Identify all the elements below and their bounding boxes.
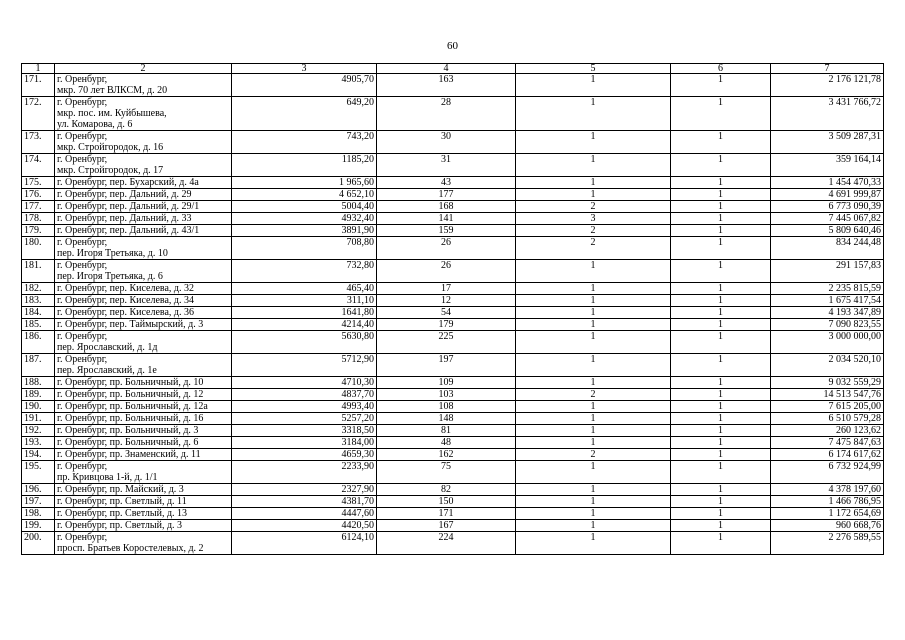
col6-cell: 1 xyxy=(671,508,771,520)
col6-cell: 1 xyxy=(671,520,771,532)
address-cell xyxy=(55,354,232,377)
table-row xyxy=(22,496,884,508)
cost-cell: 2 034 520,10 xyxy=(771,354,884,377)
table-row xyxy=(22,401,884,413)
residents-cell: 163 xyxy=(377,74,516,97)
address-line: г. Оренбург, xyxy=(57,237,108,248)
cost-cell: 359 164,14 xyxy=(771,154,884,177)
cost-cell: 3 000 000,00 xyxy=(771,331,884,354)
column-header: 4 xyxy=(377,64,516,74)
cost-cell: 1 466 786,95 xyxy=(771,496,884,508)
address-cell xyxy=(55,177,232,189)
area-cell: 4420,50 xyxy=(232,520,377,532)
address-line: г. Оренбург, пр. Больничный, д. 16 xyxy=(57,413,204,424)
cost-cell: 9 032 559,29 xyxy=(771,377,884,389)
col5-cell: 2 xyxy=(516,449,671,461)
table-row xyxy=(22,189,884,201)
cost-cell: 834 244,48 xyxy=(771,237,884,260)
col6-cell: 1 xyxy=(671,461,771,484)
row-number-cell: 194. xyxy=(22,449,55,461)
table-row xyxy=(22,154,884,177)
address-cell xyxy=(55,260,232,283)
col6-cell: 1 xyxy=(671,295,771,307)
col5-cell: 1 xyxy=(516,401,671,413)
cost-cell: 7 615 205,00 xyxy=(771,401,884,413)
row-number-cell: 172. xyxy=(22,97,55,131)
address-line: г. Оренбург, xyxy=(57,331,108,342)
residents-cell: 30 xyxy=(377,131,516,154)
col5-cell: 1 xyxy=(516,520,671,532)
residents-cell: 167 xyxy=(377,520,516,532)
column-header: 6 xyxy=(671,64,771,74)
address-cell xyxy=(55,307,232,319)
address-line: г. Оренбург, пер. Дальний, д. 43/1 xyxy=(57,225,200,236)
table-row xyxy=(22,225,884,237)
col6-cell: 1 xyxy=(671,213,771,225)
table-row xyxy=(22,131,884,154)
cost-cell: 5 809 640,46 xyxy=(771,225,884,237)
address-line: мкр. Стройгородок, д. 17 xyxy=(57,165,164,176)
address-line: г. Оренбург, пр. Больничный, д. 6 xyxy=(57,437,199,448)
row-number-cell: 187. xyxy=(22,354,55,377)
address-line: г. Оренбург, xyxy=(57,74,108,85)
column-number-row xyxy=(22,64,884,74)
col6-cell: 1 xyxy=(671,307,771,319)
table-row xyxy=(22,532,884,555)
column-header: 1 xyxy=(22,64,55,74)
address-line: г. Оренбург, пр. Больничный, д. 10 xyxy=(57,377,204,388)
table-row xyxy=(22,237,884,260)
address-line: г. Оренбург, пер. Дальний, д. 29 xyxy=(57,189,192,200)
col5-cell: 3 xyxy=(516,213,671,225)
residents-cell: 162 xyxy=(377,449,516,461)
cost-cell: 1 172 654,69 xyxy=(771,508,884,520)
residents-cell: 103 xyxy=(377,389,516,401)
address-line: г. Оренбург, пр. Больничный, д. 12а xyxy=(57,401,208,412)
col6-cell: 1 xyxy=(671,74,771,97)
col5-cell: 2 xyxy=(516,389,671,401)
page-number: 60 xyxy=(447,40,458,52)
row-number-cell: 180. xyxy=(22,237,55,260)
col5-cell: 1 xyxy=(516,484,671,496)
col5-cell: 1 xyxy=(516,154,671,177)
col5-cell: 1 xyxy=(516,413,671,425)
area-cell: 5712,90 xyxy=(232,354,377,377)
col5-cell: 1 xyxy=(516,461,671,484)
address-cell xyxy=(55,225,232,237)
area-cell: 4932,40 xyxy=(232,213,377,225)
col6-cell: 1 xyxy=(671,319,771,331)
address-cell xyxy=(55,377,232,389)
address-line: г. Оренбург, xyxy=(57,532,108,543)
address-cell xyxy=(55,484,232,496)
address-line: г. Оренбург, пр. Больничный, д. 12 xyxy=(57,389,204,400)
table-row xyxy=(22,437,884,449)
area-cell: 5004,40 xyxy=(232,201,377,213)
area-cell: 4710,30 xyxy=(232,377,377,389)
area-cell: 1641,80 xyxy=(232,307,377,319)
address-cell xyxy=(55,437,232,449)
area-cell: 1185,20 xyxy=(232,154,377,177)
residents-cell: 159 xyxy=(377,225,516,237)
column-header: 5 xyxy=(516,64,671,74)
area-cell: 4381,70 xyxy=(232,496,377,508)
column-header: 7 xyxy=(771,64,884,74)
col5-cell: 1 xyxy=(516,307,671,319)
cost-cell: 3 431 766,72 xyxy=(771,97,884,131)
col5-cell: 1 xyxy=(516,331,671,354)
cost-cell: 2 176 121,78 xyxy=(771,74,884,97)
address-cell xyxy=(55,389,232,401)
address-cell xyxy=(55,213,232,225)
residents-cell: 109 xyxy=(377,377,516,389)
col5-cell: 1 xyxy=(516,319,671,331)
residents-cell: 17 xyxy=(377,283,516,295)
cost-cell: 1 675 417,54 xyxy=(771,295,884,307)
col6-cell: 1 xyxy=(671,354,771,377)
address-cell xyxy=(55,413,232,425)
address-line: г. Оренбург, пр. Светлый, д. 3 xyxy=(57,520,183,531)
table-row xyxy=(22,97,884,131)
col5-cell: 1 xyxy=(516,425,671,437)
address-line: г. Оренбург, xyxy=(57,260,108,271)
residents-cell: 26 xyxy=(377,260,516,283)
table-row xyxy=(22,425,884,437)
residents-cell: 12 xyxy=(377,295,516,307)
row-number-cell: 188. xyxy=(22,377,55,389)
cost-cell: 7 090 823,55 xyxy=(771,319,884,331)
address-line: пер. Ярославский, д. 1д xyxy=(57,342,158,353)
table-row xyxy=(22,354,884,377)
address-line: г. Оренбург, пр. Светлый, д. 11 xyxy=(57,496,187,507)
address-cell xyxy=(55,425,232,437)
col6-cell: 1 xyxy=(671,225,771,237)
row-number-cell: 197. xyxy=(22,496,55,508)
address-cell xyxy=(55,319,232,331)
address-line: г. Оренбург, xyxy=(57,354,108,365)
col5-cell: 1 xyxy=(516,97,671,131)
cost-cell: 6 174 617,62 xyxy=(771,449,884,461)
row-number-cell: 177. xyxy=(22,201,55,213)
address-line: г. Оренбург, пр. Майский, д. 3 xyxy=(57,484,184,495)
col6-cell: 1 xyxy=(671,496,771,508)
cost-cell: 2 235 815,59 xyxy=(771,283,884,295)
table-row xyxy=(22,331,884,354)
col6-cell: 1 xyxy=(671,201,771,213)
residents-cell: 26 xyxy=(377,237,516,260)
address-cell xyxy=(55,131,232,154)
col5-cell: 2 xyxy=(516,237,671,260)
row-number-cell: 198. xyxy=(22,508,55,520)
area-cell: 3891,90 xyxy=(232,225,377,237)
table-row xyxy=(22,307,884,319)
row-number-cell: 190. xyxy=(22,401,55,413)
cost-cell: 6 732 924,99 xyxy=(771,461,884,484)
cost-cell: 3 509 287,31 xyxy=(771,131,884,154)
address-cell xyxy=(55,496,232,508)
residents-cell: 197 xyxy=(377,354,516,377)
area-cell: 3318,50 xyxy=(232,425,377,437)
residents-cell: 31 xyxy=(377,154,516,177)
residents-cell: 82 xyxy=(377,484,516,496)
area-cell: 2327,90 xyxy=(232,484,377,496)
col6-cell: 1 xyxy=(671,413,771,425)
col6-cell: 1 xyxy=(671,189,771,201)
col6-cell: 1 xyxy=(671,154,771,177)
table-row xyxy=(22,74,884,97)
table-row xyxy=(22,319,884,331)
cost-cell: 260 123,62 xyxy=(771,425,884,437)
residents-cell: 177 xyxy=(377,189,516,201)
table-row xyxy=(22,508,884,520)
col6-cell: 1 xyxy=(671,425,771,437)
address-line: пр. Кривцова 1-й, д. 1/1 xyxy=(57,472,158,483)
table-row xyxy=(22,283,884,295)
residents-cell: 75 xyxy=(377,461,516,484)
column-header: 2 xyxy=(55,64,232,74)
cost-cell: 14 513 547,76 xyxy=(771,389,884,401)
area-cell: 3184,00 xyxy=(232,437,377,449)
col6-cell: 1 xyxy=(671,437,771,449)
address-line: пер. Ярославский, д. 1е xyxy=(57,365,157,376)
row-number-cell: 191. xyxy=(22,413,55,425)
col6-cell: 1 xyxy=(671,177,771,189)
address-cell xyxy=(55,295,232,307)
cost-cell: 4 378 197,60 xyxy=(771,484,884,496)
address-cell xyxy=(55,520,232,532)
address-line: г. Оренбург, пр. Знаменский, д. 11 xyxy=(57,449,201,460)
table-row xyxy=(22,260,884,283)
row-number-cell: 193. xyxy=(22,437,55,449)
address-line: ул. Комарова, д. 6 xyxy=(57,119,133,130)
cost-cell: 7 475 847,63 xyxy=(771,437,884,449)
address-line: г. Оренбург, пер. Таймырский, д. 3 xyxy=(57,319,204,330)
row-number-cell: 178. xyxy=(22,213,55,225)
col6-cell: 1 xyxy=(671,260,771,283)
address-cell xyxy=(55,401,232,413)
address-cell xyxy=(55,331,232,354)
row-number-cell: 184. xyxy=(22,307,55,319)
residents-cell: 141 xyxy=(377,213,516,225)
col5-cell: 1 xyxy=(516,283,671,295)
col6-cell: 1 xyxy=(671,449,771,461)
cost-cell: 960 668,76 xyxy=(771,520,884,532)
row-number-cell: 171. xyxy=(22,74,55,97)
address-line: г. Оренбург, xyxy=(57,461,108,472)
table-row xyxy=(22,389,884,401)
area-cell: 311,10 xyxy=(232,295,377,307)
cost-cell: 2 276 589,55 xyxy=(771,532,884,555)
col5-cell: 1 xyxy=(516,437,671,449)
area-cell: 4905,70 xyxy=(232,74,377,97)
address-cell xyxy=(55,461,232,484)
address-cell xyxy=(55,532,232,555)
area-cell: 5257,20 xyxy=(232,413,377,425)
cost-cell: 7 445 067,82 xyxy=(771,213,884,225)
residents-cell: 171 xyxy=(377,508,516,520)
address-cell xyxy=(55,154,232,177)
table-row xyxy=(22,461,884,484)
col5-cell: 1 xyxy=(516,377,671,389)
residents-cell: 150 xyxy=(377,496,516,508)
table-body xyxy=(22,74,884,555)
table-row xyxy=(22,484,884,496)
address-line: г. Оренбург, пер. Киселева, д. 32 xyxy=(57,283,195,294)
cost-cell: 4 193 347,89 xyxy=(771,307,884,319)
residents-cell: 179 xyxy=(377,319,516,331)
col5-cell: 1 xyxy=(516,131,671,154)
cost-cell: 4 691 999,87 xyxy=(771,189,884,201)
col5-cell: 2 xyxy=(516,201,671,213)
area-cell: 4447,60 xyxy=(232,508,377,520)
row-number-cell: 174. xyxy=(22,154,55,177)
area-cell: 4659,30 xyxy=(232,449,377,461)
address-cell xyxy=(55,283,232,295)
row-number-cell: 173. xyxy=(22,131,55,154)
area-cell: 649,20 xyxy=(232,97,377,131)
address-cell xyxy=(55,237,232,260)
row-number-cell: 181. xyxy=(22,260,55,283)
address-line: г. Оренбург, пр. Больничный, д. 3 xyxy=(57,425,199,436)
address-line: г. Оренбург, xyxy=(57,97,108,108)
residents-cell: 168 xyxy=(377,201,516,213)
residents-cell: 148 xyxy=(377,413,516,425)
col5-cell: 1 xyxy=(516,295,671,307)
col5-cell: 1 xyxy=(516,260,671,283)
col6-cell: 1 xyxy=(671,331,771,354)
address-cell xyxy=(55,74,232,97)
table-row xyxy=(22,520,884,532)
address-cell xyxy=(55,201,232,213)
row-number-cell: 176. xyxy=(22,189,55,201)
area-cell: 743,20 xyxy=(232,131,377,154)
address-cell xyxy=(55,97,232,131)
col6-cell: 1 xyxy=(671,283,771,295)
row-number-cell: 186. xyxy=(22,331,55,354)
residents-cell: 224 xyxy=(377,532,516,555)
row-number-cell: 175. xyxy=(22,177,55,189)
address-line: г. Оренбург, пер. Бухарский, д. 4а xyxy=(57,177,199,188)
address-line: мкр. 70 лет ВЛКСМ, д. 20 xyxy=(57,85,168,96)
col6-cell: 1 xyxy=(671,377,771,389)
residents-cell: 28 xyxy=(377,97,516,131)
row-number-cell: 192. xyxy=(22,425,55,437)
row-number-cell: 183. xyxy=(22,295,55,307)
area-cell: 465,40 xyxy=(232,283,377,295)
col6-cell: 1 xyxy=(671,401,771,413)
col5-cell: 1 xyxy=(516,496,671,508)
area-cell: 4 652,10 xyxy=(232,189,377,201)
address-line: мкр. Стройгородок, д. 16 xyxy=(57,142,164,153)
cost-cell: 1 454 470,33 xyxy=(771,177,884,189)
col6-cell: 1 xyxy=(671,389,771,401)
col6-cell: 1 xyxy=(671,484,771,496)
cost-cell: 6 510 579,28 xyxy=(771,413,884,425)
row-number-cell: 179. xyxy=(22,225,55,237)
residents-cell: 225 xyxy=(377,331,516,354)
table-row xyxy=(22,213,884,225)
col6-cell: 1 xyxy=(671,97,771,131)
address-line: пер. Игоря Третьяка, д. 10 xyxy=(57,248,168,259)
column-header: 3 xyxy=(232,64,377,74)
row-number-cell: 185. xyxy=(22,319,55,331)
residents-cell: 81 xyxy=(377,425,516,437)
address-line: г. Оренбург, пер. Киселева, д. 34 xyxy=(57,295,195,306)
address-line: г. Оренбург, пер. Дальний, д. 29/1 xyxy=(57,201,200,212)
col5-cell: 1 xyxy=(516,177,671,189)
address-line: г. Оренбург, пр. Светлый, д. 13 xyxy=(57,508,188,519)
address-line: г. Оренбург, пер. Дальний, д. 33 xyxy=(57,213,192,224)
address-line: г. Оренбург, пер. Киселева, д. 36 xyxy=(57,307,195,318)
row-number-cell: 196. xyxy=(22,484,55,496)
col6-cell: 1 xyxy=(671,237,771,260)
address-line: г. Оренбург, xyxy=(57,154,108,165)
address-line: мкр. пос. им. Куйбышева, xyxy=(57,108,167,119)
address-cell xyxy=(55,508,232,520)
col6-cell: 1 xyxy=(671,532,771,555)
col5-cell: 1 xyxy=(516,74,671,97)
area-cell: 1 965,60 xyxy=(232,177,377,189)
area-cell: 732,80 xyxy=(232,260,377,283)
row-number-cell: 195. xyxy=(22,461,55,484)
col5-cell: 2 xyxy=(516,225,671,237)
row-number-cell: 200. xyxy=(22,532,55,555)
area-cell: 5630,80 xyxy=(232,331,377,354)
area-cell: 4837,70 xyxy=(232,389,377,401)
address-cell xyxy=(55,449,232,461)
cost-cell: 291 157,83 xyxy=(771,260,884,283)
col5-cell: 1 xyxy=(516,532,671,555)
table-row xyxy=(22,295,884,307)
row-number-cell: 182. xyxy=(22,283,55,295)
row-number-cell: 189. xyxy=(22,389,55,401)
table-row xyxy=(22,413,884,425)
housing-table xyxy=(21,63,884,555)
address-line: просп. Братьев Коростелевых, д. 2 xyxy=(57,543,204,554)
col5-cell: 1 xyxy=(516,189,671,201)
area-cell: 2233,90 xyxy=(232,461,377,484)
area-cell: 6124,10 xyxy=(232,532,377,555)
residents-cell: 48 xyxy=(377,437,516,449)
table-row xyxy=(22,201,884,213)
table-row xyxy=(22,177,884,189)
col5-cell: 1 xyxy=(516,508,671,520)
area-cell: 708,80 xyxy=(232,237,377,260)
residents-cell: 54 xyxy=(377,307,516,319)
table-row xyxy=(22,377,884,389)
table-row xyxy=(22,449,884,461)
address-line: г. Оренбург, xyxy=(57,131,108,142)
address-cell xyxy=(55,189,232,201)
residents-cell: 108 xyxy=(377,401,516,413)
cost-cell: 6 773 090,39 xyxy=(771,201,884,213)
area-cell: 4214,40 xyxy=(232,319,377,331)
col5-cell: 1 xyxy=(516,354,671,377)
residents-cell: 43 xyxy=(377,177,516,189)
address-line: пер. Игоря Третьяка, д. 6 xyxy=(57,271,163,282)
row-number-cell: 199. xyxy=(22,520,55,532)
col6-cell: 1 xyxy=(671,131,771,154)
area-cell: 4993,40 xyxy=(232,401,377,413)
